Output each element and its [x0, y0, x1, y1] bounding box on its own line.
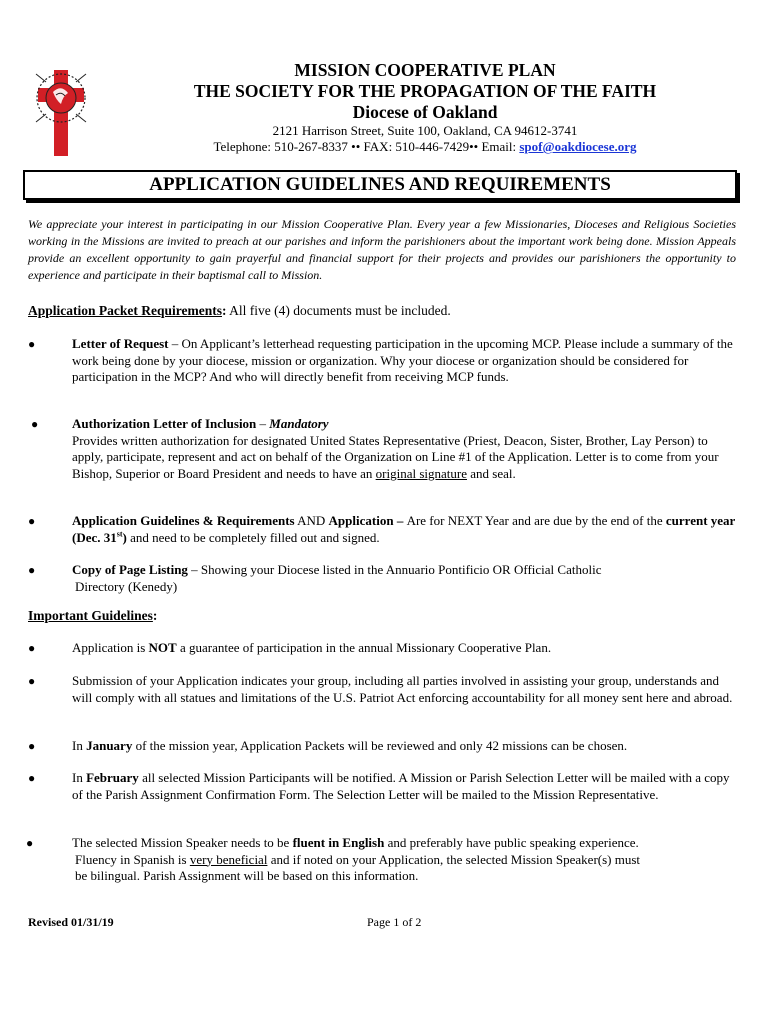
bullet-icon: ●: [28, 739, 36, 753]
guideline-item: [72, 835, 736, 885]
guideline-bold: February: [86, 770, 139, 785]
item-title: Authorization Letter of Inclusion: [72, 416, 257, 431]
bullet-icon: ●: [31, 417, 39, 431]
contact-text: Telephone: 510-267-8337 •• FAX: 510-446-7429•• Email:: [213, 139, 520, 154]
guideline-item: Submission of your Application indicates your group, including all parties involved in assisting your group, understands and will comply with all statues and limitations of the U.S. Patriot Act enforcing accountability for all money sent here and abroad.: [72, 673, 733, 705]
packet-colon: :: [222, 303, 227, 318]
important-guidelines-heading: [28, 608, 157, 625]
bullet-icon: ●: [28, 514, 36, 528]
item-title: Copy of Page Listing: [72, 562, 188, 577]
header-contact: [160, 139, 690, 155]
packet-item-application-guidelines: [72, 513, 736, 546]
guideline-text: The selected Mission Speaker needs to be: [72, 835, 293, 850]
item-underlined: original signature: [375, 465, 467, 481]
item-title: Application Guidelines & Requirements: [72, 513, 295, 528]
guideline-item: [72, 640, 736, 657]
guideline-underlined: very beneficial: [189, 851, 268, 867]
item-sup: st: [116, 529, 123, 539]
item-text-end: and seal.: [466, 465, 516, 481]
item-mandatory: Mandatory: [269, 416, 329, 431]
guideline-text: In: [72, 738, 87, 753]
guideline-text: Application is: [72, 640, 149, 655]
guideline-bold: January: [86, 738, 133, 753]
intro-paragraph: We appreciate your interest in participating in our Mission Cooperative Plan. Every year a few Missionaries, Dioceses and Religious Societies working in the Missions are invited to preach at our parishes and inform the parishioners about the important work being done. Mission Appeals provide an excellent opportunity to gain prayerful and financial support for their projects and provides our parishioners the opportunity to experience and participate in their baptismal call to Mission.: [28, 217, 736, 282]
header-title-line3: Diocese of Oakland: [352, 102, 498, 122]
page-title-banner: APPLICATION GUIDELINES AND REQUIREMENTS: [23, 170, 737, 200]
guideline-text: Fluency in Spanish is: [75, 851, 190, 867]
item-text: Are for NEXT Year and are due by the end of the: [406, 513, 666, 528]
guideline-bold: NOT: [148, 640, 177, 655]
guideline-text: and if noted on your Application, the selected Mission Speaker(s) must: [267, 851, 641, 867]
header-address: 2121 Harrison Street, Suite 100, Oakland, CA 94612-3741: [272, 123, 578, 138]
guideline-text: In: [72, 770, 87, 785]
revised-date: Revised 01/31/19: [28, 915, 114, 929]
guideline-text: be bilingual. Parish Assignment will be based on this information.: [75, 868, 419, 883]
item-and: AND: [294, 513, 329, 528]
item-line2: Directory (Kenedy): [75, 578, 178, 594]
guidelines-colon: :: [152, 608, 158, 623]
header-title-line2: THE SOCIETY FOR THE PROPAGATION OF THE FAITH: [193, 81, 657, 101]
item-text-end: and need to be completely filled out and signed.: [126, 529, 380, 545]
packet-item-authorization-letter: [72, 416, 736, 482]
guideline-text: a guarantee of participation in the annual Missionary Cooperative Plan.: [176, 640, 552, 655]
bullet-icon: ●: [28, 563, 36, 577]
bullet-icon: ●: [28, 674, 36, 688]
item-text: – Showing your Diocese listed in the Annuario Pontificio OR Official Catholic: [187, 562, 602, 577]
item-dash: –: [256, 416, 270, 431]
packet-item-letter-of-request: [72, 336, 736, 386]
header-title-line1: MISSION COOPERATIVE PLAN: [294, 60, 556, 80]
email-link[interactable]: spof@oakdiocese.org: [519, 139, 637, 154]
guideline-bold: fluent in English: [292, 835, 385, 850]
item-title: Letter of Request: [72, 336, 169, 351]
bullet-icon: ●: [28, 771, 36, 785]
bullet-icon: ●: [28, 337, 36, 351]
packet-requirements-heading: [28, 303, 451, 320]
item-text: Provides written authorization for designated United States Representative (Priest, Deacon, Sister, Brother, Lay Person) to apply, participate, represent and act on behalf of the Organization on Line #1 of the Application. Letter is to come from your Bishop, Superior or Board President and needs to have an: [72, 432, 719, 481]
guideline-item: [72, 738, 736, 755]
guideline-text: all selected Mission Participants will be notified. A Mission or Parish Selection Letter will be mailed with a copy of the Parish Assignment Confirmation Form. The Selection Letter will be mailed to the Mission Representative.: [72, 770, 730, 802]
packet-item-copy-of-page-listing: [72, 562, 736, 595]
guidelines-label: Important Guidelines: [28, 608, 153, 623]
item-bold-date: current year (Dec. 31: [72, 513, 736, 545]
packet-note: All five (4) documents must be included.: [226, 303, 451, 318]
item-title2: Application: [328, 513, 394, 528]
item-text: – On Applicant’s letterhead requesting participation in the upcoming MCP. Please include a summary of the work being done by your diocese, mission or organization. Why your diocese or organization should be considered for participation in the MCP? And who will directly benefit from receiving MCP funds.: [72, 336, 733, 384]
item-bold-close: ): [122, 529, 127, 545]
guideline-item: [72, 770, 736, 803]
bullet-icon: ●: [28, 641, 36, 655]
society-logo: [34, 66, 88, 158]
bullet-icon: ●: [26, 836, 34, 850]
guideline-text: and preferably have public speaking experience.: [384, 835, 639, 850]
item-dash: –: [393, 513, 407, 528]
packet-label: Application Packet Requirements: [28, 303, 222, 318]
page-number: Page 1 of 2: [367, 915, 422, 929]
guideline-text: of the mission year, Application Packets will be reviewed and only 42 missions can be chosen.: [132, 738, 628, 753]
